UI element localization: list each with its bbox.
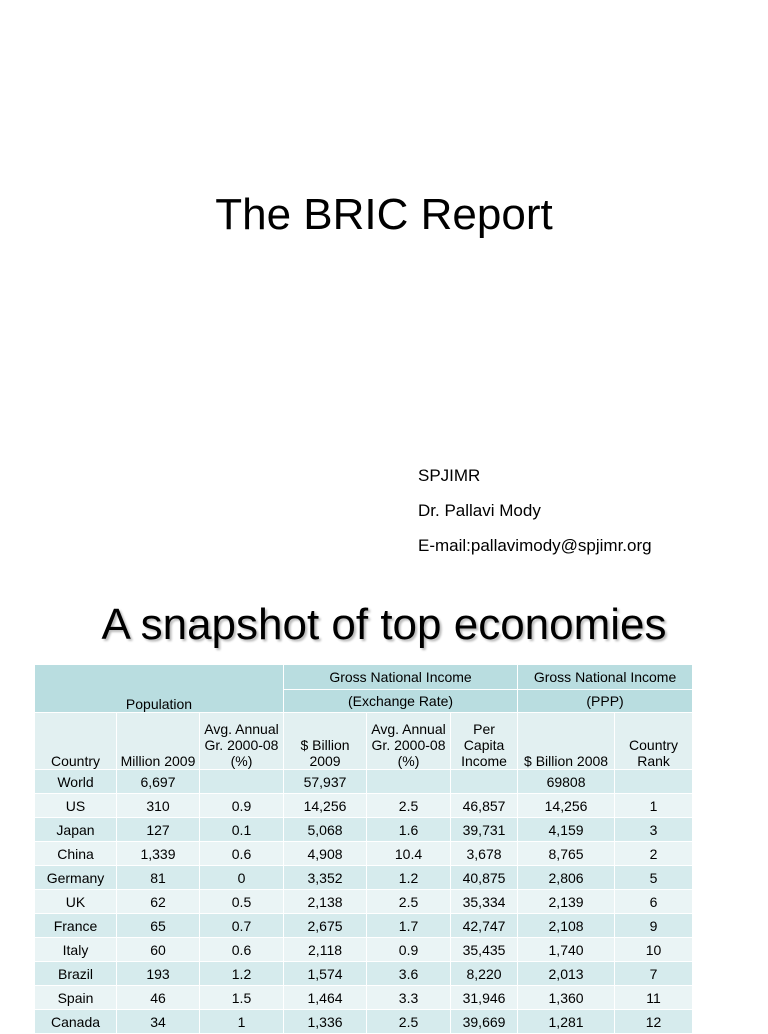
table-cell: 3.3 (367, 986, 451, 1010)
table-cell: 35,334 (451, 890, 518, 914)
table-row (35, 818, 693, 842)
table-cell: 8,765 (518, 842, 615, 866)
table-cell: China (35, 842, 117, 866)
table-cell: 1,281 (518, 1010, 615, 1034)
table-cell: 12 (615, 1010, 693, 1034)
table-cell: 1,740 (518, 938, 615, 962)
table-cell: 46 (117, 986, 200, 1010)
table-cell: 1.5 (200, 986, 284, 1010)
table-cell: France (35, 914, 117, 938)
table-cell: 3 (615, 818, 693, 842)
table-cell: 57,937 (284, 770, 367, 794)
table-cell: 1,574 (284, 962, 367, 986)
table-cell: UK (35, 890, 117, 914)
table-row (35, 986, 693, 1010)
table-row (35, 1010, 693, 1034)
author-block (418, 458, 652, 563)
table-row (35, 938, 693, 962)
gni-exchange-header: Gross National Income (284, 665, 518, 690)
table-cell: 39,731 (451, 818, 518, 842)
table-cell: 127 (117, 818, 200, 842)
table-cell: 5,068 (284, 818, 367, 842)
col-header-gni-growth: Avg. Annual Gr. 2000-08 (%) (367, 713, 451, 770)
table-cell: 2,675 (284, 914, 367, 938)
snapshot-slide (0, 588, 768, 1030)
table-cell: 2.5 (367, 1010, 451, 1034)
table-cell: 14,256 (284, 794, 367, 818)
table-cell: 2 (615, 842, 693, 866)
gni-ppp-header: Gross National Income (518, 665, 693, 690)
table-cell: 3,352 (284, 866, 367, 890)
table-cell: 0.1 (200, 818, 284, 842)
table-row (35, 962, 693, 986)
table-cell: 81 (117, 866, 200, 890)
col-header-ppp-billion: $ Billion 2008 (518, 713, 615, 770)
author-name: Dr. Pallavi Mody (418, 501, 541, 520)
table-row (35, 842, 693, 866)
table-cell: 10 (615, 938, 693, 962)
table-cell: 31,946 (451, 986, 518, 1010)
table-cell: 4,908 (284, 842, 367, 866)
col-header-country-rank: Country Rank (615, 713, 693, 770)
table-cell: 39,669 (451, 1010, 518, 1034)
gni-exchange-subheader: (Exchange Rate) (284, 690, 518, 713)
table-cell: 0.9 (367, 938, 451, 962)
report-title: The BRIC Report (215, 190, 553, 239)
table-cell: 40,875 (451, 866, 518, 890)
col-header-pop-growth: Avg. Annual Gr. 2000-08 (%) (200, 713, 284, 770)
table-cell (615, 770, 693, 794)
author-email: E-mail:pallavimody@spjimr.org (418, 536, 652, 555)
table-cell (200, 770, 284, 794)
table-cell: 35,435 (451, 938, 518, 962)
col-header-population: Million 2009 (117, 713, 200, 770)
table-cell: 60 (117, 938, 200, 962)
table-cell: 46,857 (451, 794, 518, 818)
snapshot-title: A snapshot of top economies (101, 600, 667, 649)
population-group-header: Population (35, 665, 284, 713)
table-cell: 0.6 (200, 842, 284, 866)
table-cell: 10.4 (367, 842, 451, 866)
table-cell: Italy (35, 938, 117, 962)
table-cell: 42,747 (451, 914, 518, 938)
table-cell: 1 (200, 1010, 284, 1034)
table-cell: 14,256 (518, 794, 615, 818)
table-cell: 2,108 (518, 914, 615, 938)
table-cell: 6 (615, 890, 693, 914)
table-row (35, 866, 693, 890)
table-cell: 2,118 (284, 938, 367, 962)
col-header-per-capita: Per Capita Income (451, 713, 518, 770)
table-cell: 1.6 (367, 818, 451, 842)
table-cell (451, 770, 518, 794)
table-cell: 1.2 (367, 866, 451, 890)
table-cell: 9 (615, 914, 693, 938)
table-cell: 1,464 (284, 986, 367, 1010)
table-cell: 1.7 (367, 914, 451, 938)
table-cell: 1,360 (518, 986, 615, 1010)
table-cell: 6,697 (117, 770, 200, 794)
table-cell: 7 (615, 962, 693, 986)
table-cell: 310 (117, 794, 200, 818)
table-cell: Japan (35, 818, 117, 842)
table-cell: Brazil (35, 962, 117, 986)
table-cell: 193 (117, 962, 200, 986)
column-header-row (35, 713, 693, 770)
table-row (35, 794, 693, 818)
table-cell (367, 770, 451, 794)
table-body (35, 770, 693, 1034)
table-cell: 11 (615, 986, 693, 1010)
table-cell: Spain (35, 986, 117, 1010)
table-cell: 1,336 (284, 1010, 367, 1034)
col-header-gni-billion: $ Billion 2009 (284, 713, 367, 770)
table-cell: 2,139 (518, 890, 615, 914)
table-cell: 2.5 (367, 794, 451, 818)
table-cell: 1,339 (117, 842, 200, 866)
institution-name: SPJIMR (418, 466, 481, 485)
table-cell: Germany (35, 866, 117, 890)
table-row (35, 914, 693, 938)
gni-ppp-subheader: (PPP) (518, 690, 693, 713)
table-cell: 2,138 (284, 890, 367, 914)
table-cell: 2.5 (367, 890, 451, 914)
table-cell: 34 (117, 1010, 200, 1034)
table-cell: 3.6 (367, 962, 451, 986)
table-cell: 1.2 (200, 962, 284, 986)
table-cell: 69808 (518, 770, 615, 794)
table-cell: 8,220 (451, 962, 518, 986)
table-cell: 1 (615, 794, 693, 818)
table-cell: 65 (117, 914, 200, 938)
table-cell: 2,013 (518, 962, 615, 986)
table-cell: 0.6 (200, 938, 284, 962)
col-header-country: Country (35, 713, 117, 770)
table-cell: 5 (615, 866, 693, 890)
table-cell: 4,159 (518, 818, 615, 842)
table-row (35, 770, 693, 794)
table-cell: 3,678 (451, 842, 518, 866)
group-header-row-1 (35, 665, 693, 690)
table-cell: US (35, 794, 117, 818)
economies-table (34, 664, 693, 1034)
table-row (35, 890, 693, 914)
table-cell: 0.7 (200, 914, 284, 938)
table-cell: 0 (200, 866, 284, 890)
table-cell: 0.5 (200, 890, 284, 914)
table-cell: World (35, 770, 117, 794)
table-cell: 62 (117, 890, 200, 914)
table-cell: Canada (35, 1010, 117, 1034)
table-cell: 0.9 (200, 794, 284, 818)
table-cell: 2,806 (518, 866, 615, 890)
